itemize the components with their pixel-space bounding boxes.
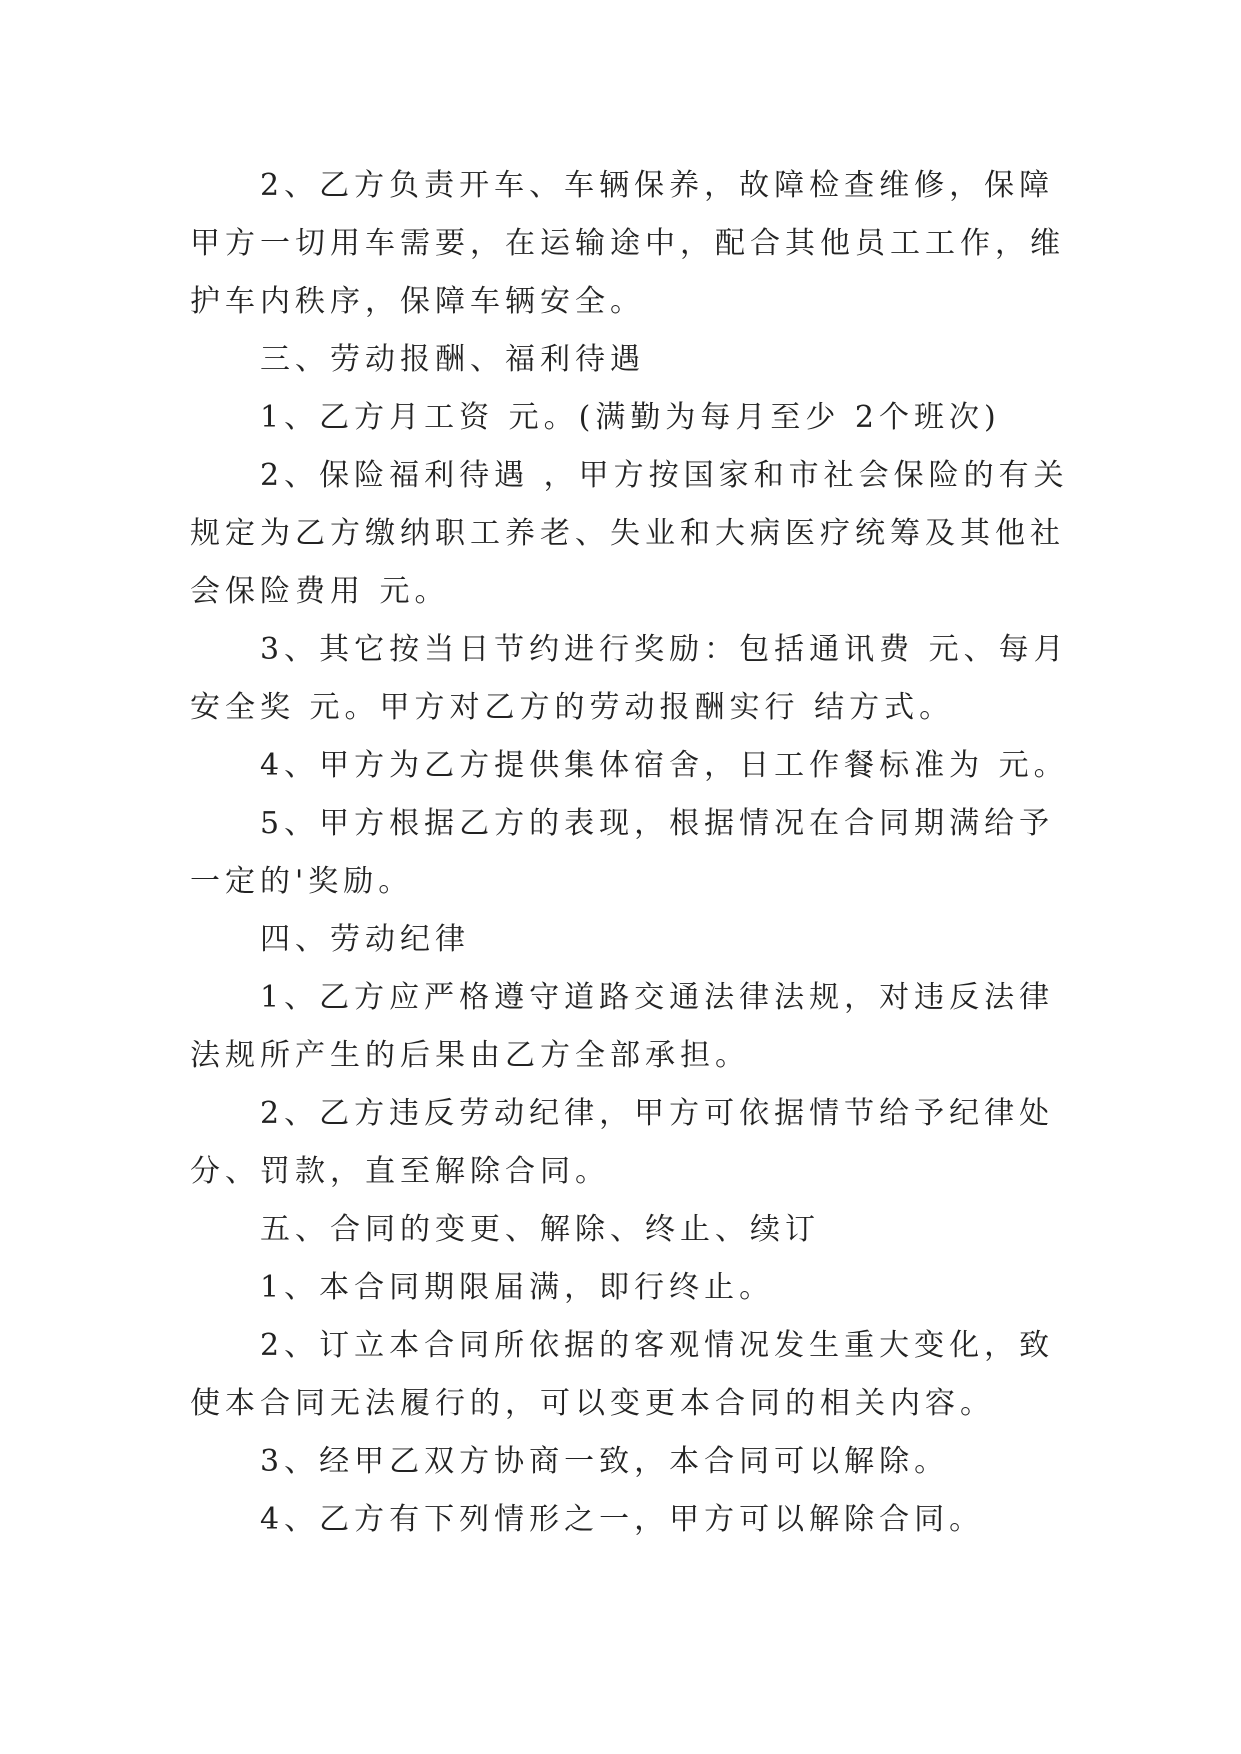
paragraph-performance-reward: 5、甲方根据乙方的表现，根据情况在合同期满给予一定的'奖励。 bbox=[190, 806, 1055, 899]
paragraph-rewards: 3、其它按当日节约进行奖励：包括通讯费 元、每月安全奖 元。甲方对乙方的劳动报酬实行 结方式。 bbox=[190, 632, 1069, 725]
paragraph-expiry: 1、本合同期限届满，即行终止。 bbox=[260, 1270, 775, 1305]
section-heading-remuneration: 三、劳动报酬、福利待遇 bbox=[260, 342, 645, 377]
section-heading-contract-changes: 五、合同的变更、解除、终止、续订 bbox=[260, 1212, 820, 1247]
paragraph-mutual-termination: 3、经甲乙双方协商一致，本合同可以解除。 bbox=[260, 1444, 950, 1479]
paragraph-change-circumstances: 2、订立本合同所依据的客观情况发生重大变化，致使本合同无法履行的，可以变更本合同的相关内容。 bbox=[190, 1328, 1055, 1421]
paragraph-insurance: 2、保险福利待遇 ，甲方按国家和市社会保险的有关规定为乙方缴纳职工养老、失业和大病医疗统筹及其他社会保险费用 元。 bbox=[190, 458, 1069, 609]
paragraph-termination-conditions: 4、乙方有下列情形之一，甲方可以解除合同。 bbox=[260, 1502, 985, 1537]
paragraph-salary: 1、乙方月工资 元。(满勤为每月至少 2个班次) bbox=[260, 400, 1001, 435]
paragraph-duty-2: 2、乙方负责开车、车辆保养，故障检查维修，保障甲方一切用车需要，在运输途中，配合其他员工工作，维护车内秩序，保障车辆安全。 bbox=[190, 168, 1065, 319]
paragraph-dormitory: 4、甲方为乙方提供集体宿舍，日工作餐标准为 元。 bbox=[260, 748, 1069, 783]
paragraph-discipline-violation: 2、乙方违反劳动纪律，甲方可依据情节给予纪律处分、罚款，直至解除合同。 bbox=[190, 1096, 1055, 1189]
section-heading-discipline: 四、劳动纪律 bbox=[260, 922, 470, 957]
document-body bbox=[190, 157, 1070, 1549]
paragraph-traffic-law: 1、乙方应严格遵守道路交通法律法规，对违反法律法规所产生的后果由乙方全部承担。 bbox=[190, 980, 1055, 1073]
